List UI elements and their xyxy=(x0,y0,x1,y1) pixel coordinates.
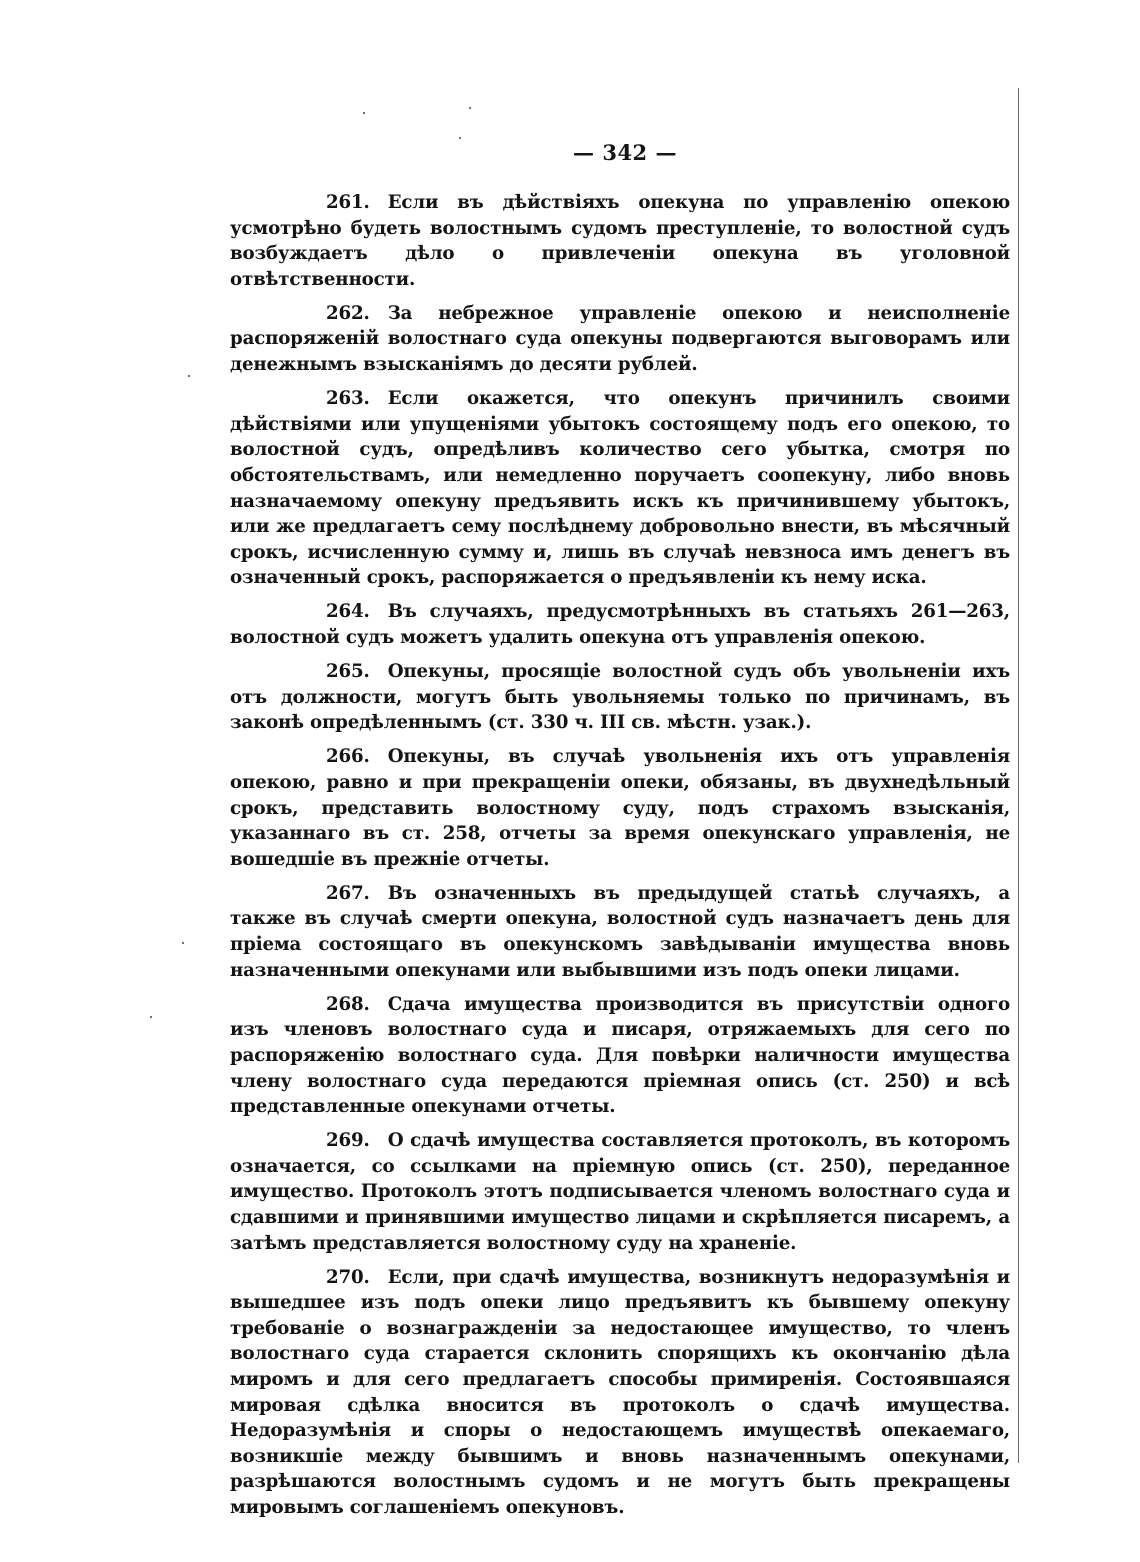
article-number: 267. xyxy=(326,882,370,904)
article-text: О сдачѣ имущества составляется протоколъ, въ которомъ означается, со ссылками на пріемную опись (ст. 250), переданное имущество. Протоколъ этотъ подписывается членомъ волостнаго суда и сдавшими и принявшими имущество лицами и скрѣпляется писаремъ, а затѣмъ представляется волостному суду на храненіе. xyxy=(230,1130,1010,1254)
article-number: 264. xyxy=(326,601,370,623)
article-267 xyxy=(230,881,1010,983)
scan-speck xyxy=(182,942,184,944)
text-body xyxy=(230,190,1010,1529)
article-text: За небрежное управленіе опекою и неисполненіе распоряженій волостнаго суда опекуны подвергаются выговорамъ или денежнымъ взысканіямъ до десяти рублей. xyxy=(230,302,1010,376)
scan-speck xyxy=(150,1016,152,1018)
scan-speck xyxy=(469,107,471,109)
article-number: 265. xyxy=(326,661,370,683)
article-262 xyxy=(230,301,1010,378)
page-edge-rule xyxy=(1018,88,1019,1463)
article-270 xyxy=(230,1265,1010,1521)
article-number: 269. xyxy=(326,1130,370,1152)
article-text: Сдача имущества производится въ присутствіи одного изъ членовъ волостнаго суда и писаря, отряжаемыхъ для сего по распоряженію волостнаго суда. Для повѣрки наличности имущества члену волостнаго суда передаются пріемная опись (ст. 250) и всѣ представленные опекунами отчеты. xyxy=(230,993,1010,1118)
scan-speck xyxy=(459,137,461,139)
article-number: 268. xyxy=(326,993,370,1015)
article-261 xyxy=(230,190,1010,292)
article-number: 263. xyxy=(326,388,370,410)
article-263 xyxy=(230,386,1010,591)
article-text: Въ случаяхъ, предусмотрѣнныхъ въ статьяхъ 261—263, волостной судъ можетъ удалить опекуна отъ управленія опекою. xyxy=(230,601,1010,648)
article-text: Если въ дѣйствіяхъ опекуна по управленію опекою усмотрѣно будеть волостнымъ судомъ преступленіе, то волостной судъ возбуждаетъ дѣло о привлеченіи опекуна въ уголовной отвѣтственности. xyxy=(230,192,1010,290)
article-text: Если окажется, что опекунъ причинилъ своими дѣйствіями или упущеніями убытокъ состоящему подъ его опекою, то волостной судъ, опредѣливъ количество сего убытка, смотря по обстоятельствамъ, или немедленно поручаетъ соопекуну, либо вновь назначаемому опекуну предъявить искъ къ причинившему убытокъ, или же предлагаетъ сему послѣднему добровольно внести, въ мѣсячный срокъ, исчисленную сумму и, лишь въ случаѣ невзноса имъ денегъ въ означенный срокъ, распоряжается о предъявленіи къ нему иска. xyxy=(230,388,1010,589)
article-269 xyxy=(230,1128,1010,1256)
scan-speck xyxy=(363,112,365,114)
scan-speck xyxy=(188,375,190,377)
article-number: 270. xyxy=(326,1266,370,1288)
article-number: 262. xyxy=(326,302,370,324)
article-text: Опекуны, просящіе волостной судъ объ увольненіи ихъ отъ должности, могутъ быть увольняемы только по причинамъ, въ законѣ опредѣленнымъ (ст. 330 ч. III св. мѣстн. узак.). xyxy=(230,661,1010,734)
article-text: Если, при сдачѣ имущества, возникнутъ недоразумѣнія и вышедшее изъ подъ опеки лицо предъявитъ къ бывшему опекуну требованіе о вознагражденіи за недостающее имущество, то членъ волостнаго суда старается склонить спорящихъ къ окончанію дѣла миромъ и для сего предлагаетъ способы примиренія. Состоявшаяся мировая сдѣлка вносится въ протоколъ о сдачѣ имущества. Недоразумѣнія и споры о недостающемъ имуществѣ опекаемаго, возникшіе между бывшимъ и вновь назначеннымъ опекунами, разрѣшаются волостнымъ судомъ и не могутъ быть прекращены мировымъ соглашеніемъ опекуновъ. xyxy=(230,1266,1010,1518)
article-264 xyxy=(230,599,1010,650)
article-268 xyxy=(230,992,1010,1120)
article-text: Въ означенныхъ въ предыдущей статьѣ случаяхъ, а также въ случаѣ смерти опекуна, волостной судъ назначаетъ день для пріема состоящаго въ опекунскомъ завѣдываніи имущества вновь назначенными опекунами или выбывшими изъ подъ опеки лицами. xyxy=(230,882,1010,981)
article-266 xyxy=(230,744,1010,872)
article-number: 261. xyxy=(326,192,370,213)
page-number: — 342 — xyxy=(573,140,677,165)
article-number: 266. xyxy=(326,746,370,768)
article-265 xyxy=(230,659,1010,736)
article-text: Опекуны, въ случаѣ увольненія ихъ отъ управленія опекою, равно и при прекращеніи опеки, обязаны, въ двухнедѣльный срокъ, представить волостному суду, подъ страхомъ взысканія, указаннаго въ ст. 258, отчеты за время опекунскаго управленія, не вошедшіе въ прежніе отчеты. xyxy=(230,746,1010,870)
